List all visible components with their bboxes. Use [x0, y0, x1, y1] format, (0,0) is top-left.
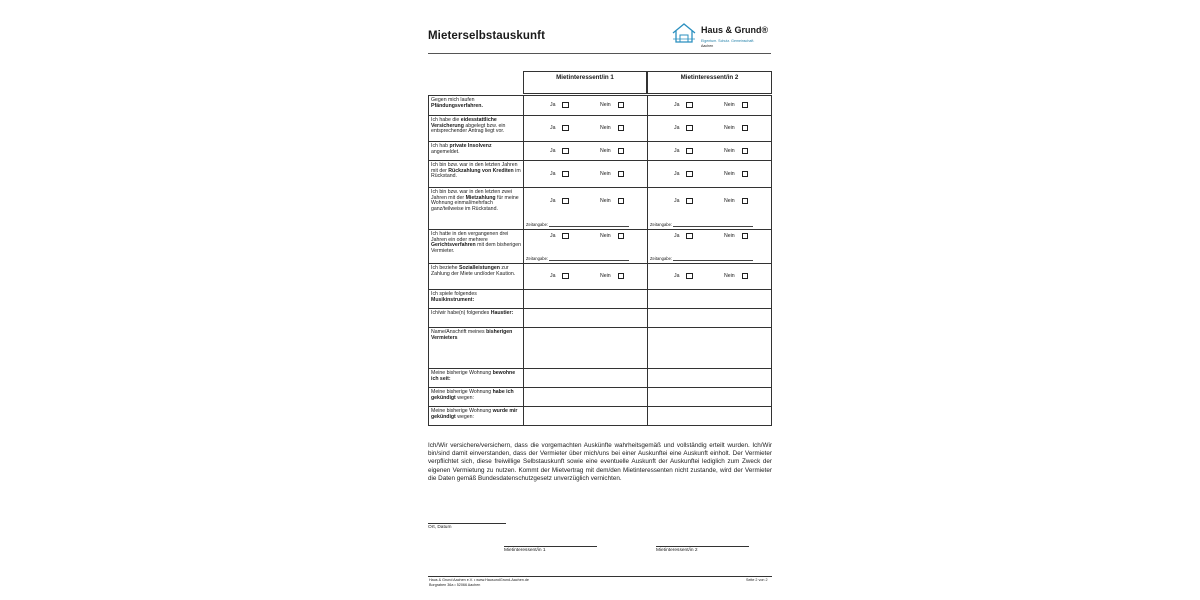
header-divider [428, 53, 771, 54]
nein-option [724, 171, 748, 177]
ja-option [674, 125, 693, 131]
answer-cell-tenant-1[interactable] [524, 328, 648, 368]
answer-cell-tenant-1 [524, 142, 648, 160]
ja-label: Ja [674, 171, 680, 178]
signature-label-tenant-1: Mietinteressent/in 1 [504, 548, 546, 553]
logo-brand: Haus & Grund® [701, 25, 769, 35]
nein-checkbox[interactable] [742, 102, 748, 108]
nein-option [600, 102, 624, 108]
footer-line-2: Borgraben 36a • 52066 Aachen [429, 582, 481, 587]
table-row [429, 289, 771, 308]
question-label: Ich hatte in den vergangenen drei Jahren ein oder mehrere Gerichtsverfahren mit dem bisherigen Vermieter. [429, 230, 524, 263]
place-date-label: Ort, Datum [428, 525, 452, 530]
footer-page-number: Seite 2 von 2 [746, 578, 768, 582]
ja-checkbox[interactable] [686, 273, 692, 279]
nein-checkbox[interactable] [742, 273, 748, 279]
logo-city: Aachen [701, 44, 714, 48]
ja-option [674, 198, 693, 204]
answer-cell-tenant-1[interactable] [524, 309, 648, 327]
answer-cell-tenant-2 [648, 96, 773, 115]
table-row [429, 327, 771, 368]
questionnaire-table [428, 95, 772, 426]
answer-cell-tenant-1 [524, 230, 648, 263]
question-label: Ich hab private Insolvenz angemeldet. [429, 142, 524, 160]
question-label: Ich habe die eidesstattliche Versicherung abgelegt bzw. ein entsprechender Antrag liegt vor. [429, 116, 524, 141]
nein-checkbox[interactable] [618, 125, 624, 131]
ja-label: Ja [550, 102, 556, 109]
question-label: Meine bisherige Wohnung wurde mir gekündigt wegen: [429, 407, 524, 425]
house-icon [671, 22, 697, 44]
ja-option [550, 102, 569, 108]
answer-cell-tenant-2 [648, 116, 773, 141]
table-row [429, 229, 771, 263]
table-row [429, 96, 771, 115]
ja-label: Ja [550, 125, 556, 132]
answer-cell-tenant-1[interactable] [524, 388, 648, 406]
ja-checkbox[interactable] [562, 171, 568, 177]
signature-line-tenant-1[interactable] [504, 546, 597, 547]
zeitangabe-label: Zeitangabe: [526, 222, 549, 227]
nein-checkbox[interactable] [742, 125, 748, 131]
answer-cell-tenant-2[interactable] [648, 369, 773, 387]
nein-checkbox[interactable] [618, 273, 624, 279]
column-header-tenant-1: Mietinteressent/in 1 [523, 71, 647, 94]
nein-label: Nein [600, 233, 611, 240]
zeitangabe-line[interactable] [549, 226, 629, 227]
table-row [429, 387, 771, 406]
nein-label: Nein [724, 102, 735, 109]
nein-label: Nein [600, 273, 611, 280]
place-date-line[interactable] [428, 523, 506, 524]
answer-cell-tenant-2[interactable] [648, 407, 773, 425]
zeitangabe-field[interactable] [650, 222, 753, 227]
logo-tagline: Eigentum. Schutz. Gemeinschaft. [701, 39, 755, 43]
nein-label: Nein [724, 148, 735, 155]
answer-cell-tenant-2[interactable] [648, 309, 773, 327]
nein-option [724, 148, 748, 154]
nein-label: Nein [600, 198, 611, 205]
ja-checkbox[interactable] [686, 102, 692, 108]
answer-cell-tenant-1 [524, 264, 648, 289]
nein-checkbox[interactable] [618, 198, 624, 204]
ja-checkbox[interactable] [562, 125, 568, 131]
nein-option [600, 171, 624, 177]
answer-cell-tenant-2 [648, 142, 773, 160]
table-row [429, 308, 771, 327]
answer-cell-tenant-2[interactable] [648, 388, 773, 406]
zeitangabe-field[interactable] [650, 256, 753, 261]
ja-checkbox[interactable] [686, 171, 692, 177]
ja-option [674, 148, 693, 154]
ja-option [674, 102, 693, 108]
nein-label: Nein [600, 171, 611, 178]
ja-checkbox[interactable] [562, 148, 568, 154]
question-label: Meine bisherige Wohnung bewohne ich seit: [429, 369, 524, 387]
question-label: Ich bin bzw. war in den letzten Jahren mit der Rückzahlung von Krediten im Rückstand. [429, 161, 524, 187]
nein-option [600, 273, 624, 279]
nein-option [600, 125, 624, 131]
declaration-text: Ich/Wir versichere/versichern, dass die vorgemachten Auskünfte wahrheitsgemäß und vollständig erteilt wurden. Ich/Wir bin/sind damit einverstanden, dass der Vermieter über mich/uns bei einer Auskunftei eine Auskunft einholt. Der Vermieter verpflichtet sich, diese freiwillige Selbstauskunft sowie eine eventuelle Auskunft der Auskunftei lediglich zum Zweck der eigenen Vermietung zu nutzen. Kommt der Mietvertrag mit dem/den Mietinteressenten nicht zustande, wird der Vermieter die Daten gemäß Bundesdatenschutzgesetz unverzüglich vernichten. [428, 442, 772, 482]
nein-label: Nein [724, 198, 735, 205]
ja-checkbox[interactable] [686, 125, 692, 131]
nein-checkbox[interactable] [742, 148, 748, 154]
ja-checkbox[interactable] [562, 233, 568, 239]
table-row [429, 368, 771, 387]
zeitangabe-label: Zeitangabe: [526, 256, 549, 261]
footer-line-1: Haus & Grund Aachen e.V. • www.HausundGrund-Aachen.de [429, 578, 529, 582]
ja-label: Ja [550, 148, 556, 155]
answer-cell-tenant-2 [648, 188, 773, 229]
answer-cell-tenant-2 [648, 264, 773, 289]
ja-label: Ja [674, 273, 680, 280]
answer-cell-tenant-1 [524, 188, 648, 229]
nein-option [724, 233, 748, 239]
nein-checkbox[interactable] [618, 102, 624, 108]
nein-checkbox[interactable] [742, 233, 748, 239]
nein-option [600, 148, 624, 154]
zeitangabe-line[interactable] [549, 260, 629, 261]
nein-checkbox[interactable] [742, 198, 748, 204]
table-row [429, 141, 771, 160]
zeitangabe-line[interactable] [673, 260, 753, 261]
nein-option [724, 102, 748, 108]
question-label: Gegen mich laufen Pfändungsverfahren. [429, 96, 524, 115]
ja-option [550, 171, 569, 177]
signature-line-tenant-2[interactable] [656, 546, 749, 547]
ja-checkbox[interactable] [562, 198, 568, 204]
zeitangabe-field[interactable] [526, 256, 629, 261]
question-label: Ich/wir habe(n) folgendes Haustier: [429, 309, 524, 327]
question-label: Meine bisherige Wohnung habe ich gekündigt wegen: [429, 388, 524, 406]
ja-option [550, 125, 569, 131]
ja-option [674, 273, 693, 279]
nein-checkbox[interactable] [618, 148, 624, 154]
nein-option [724, 125, 748, 131]
question-label: Ich spiele folgendes Musikinstrument: [429, 290, 524, 308]
ja-option [550, 198, 569, 204]
table-row [429, 115, 771, 141]
footer-address [429, 578, 529, 587]
ja-option [550, 233, 569, 239]
ja-option [550, 148, 569, 154]
answer-cell-tenant-1[interactable] [524, 369, 648, 387]
signature-label-tenant-2: Mietinteressent/in 2 [656, 548, 698, 553]
zeitangabe-label: Zeitangabe: [650, 256, 673, 261]
zeitangabe-label: Zeitangabe: [650, 222, 673, 227]
table-row [429, 406, 771, 425]
column-header-tenant-2: Mietinteressent/in 2 [647, 71, 772, 94]
nein-option [600, 198, 624, 204]
nein-option [600, 233, 624, 239]
nein-checkbox[interactable] [742, 171, 748, 177]
ja-option [674, 233, 693, 239]
answer-cell-tenant-1[interactable] [524, 290, 648, 308]
haus-und-grund-logo [671, 22, 773, 50]
answer-cell-tenant-1 [524, 116, 648, 141]
nein-option [724, 273, 748, 279]
footer-divider [428, 576, 772, 577]
zeitangabe-field[interactable] [526, 222, 629, 227]
ja-option [550, 273, 569, 279]
ja-option [674, 171, 693, 177]
answer-cell-tenant-2[interactable] [648, 290, 773, 308]
nein-label: Nein [724, 125, 735, 132]
table-row [429, 263, 771, 289]
nein-label: Nein [600, 125, 611, 132]
ja-label: Ja [550, 171, 556, 178]
nein-checkbox[interactable] [618, 171, 624, 177]
answer-cell-tenant-2 [648, 230, 773, 263]
nein-label: Nein [724, 233, 735, 240]
nein-label: Nein [600, 148, 611, 155]
ja-label: Ja [674, 125, 680, 132]
question-label: Name/Anschrift meines bisherigen Vermieters [429, 328, 524, 368]
answer-cell-tenant-2 [648, 161, 773, 187]
question-label: Ich beziehe Sozialleistungen zur Zahlung der Miete und/oder Kaution. [429, 264, 524, 289]
ja-label: Ja [550, 273, 556, 280]
ja-checkbox[interactable] [686, 198, 692, 204]
ja-checkbox[interactable] [562, 102, 568, 108]
page-title: Mieterselbstauskunft [428, 30, 546, 42]
ja-checkbox[interactable] [686, 233, 692, 239]
document-page [428, 14, 773, 592]
table-row [429, 187, 771, 229]
ja-label: Ja [674, 198, 680, 205]
answer-cell-tenant-1 [524, 96, 648, 115]
ja-checkbox[interactable] [686, 148, 692, 154]
question-label: Ich bin bzw. war in den letzten zwei Jahren mit der Mietzahlung für meine Wohnung einmal/mehrfach ganz/teilweise im Rückstand. [429, 188, 524, 229]
table-row [429, 160, 771, 187]
answer-cell-tenant-1[interactable] [524, 407, 648, 425]
ja-label: Ja [674, 102, 680, 109]
ja-label: Ja [550, 198, 556, 205]
ja-label: Ja [674, 233, 680, 240]
zeitangabe-line[interactable] [673, 226, 753, 227]
answer-cell-tenant-1 [524, 161, 648, 187]
nein-option [724, 198, 748, 204]
nein-label: Nein [724, 273, 735, 280]
ja-label: Ja [674, 148, 680, 155]
answer-cell-tenant-2[interactable] [648, 328, 773, 368]
nein-label: Nein [600, 102, 611, 109]
nein-checkbox[interactable] [618, 233, 624, 239]
ja-checkbox[interactable] [562, 273, 568, 279]
ja-label: Ja [550, 233, 556, 240]
nein-label: Nein [724, 171, 735, 178]
